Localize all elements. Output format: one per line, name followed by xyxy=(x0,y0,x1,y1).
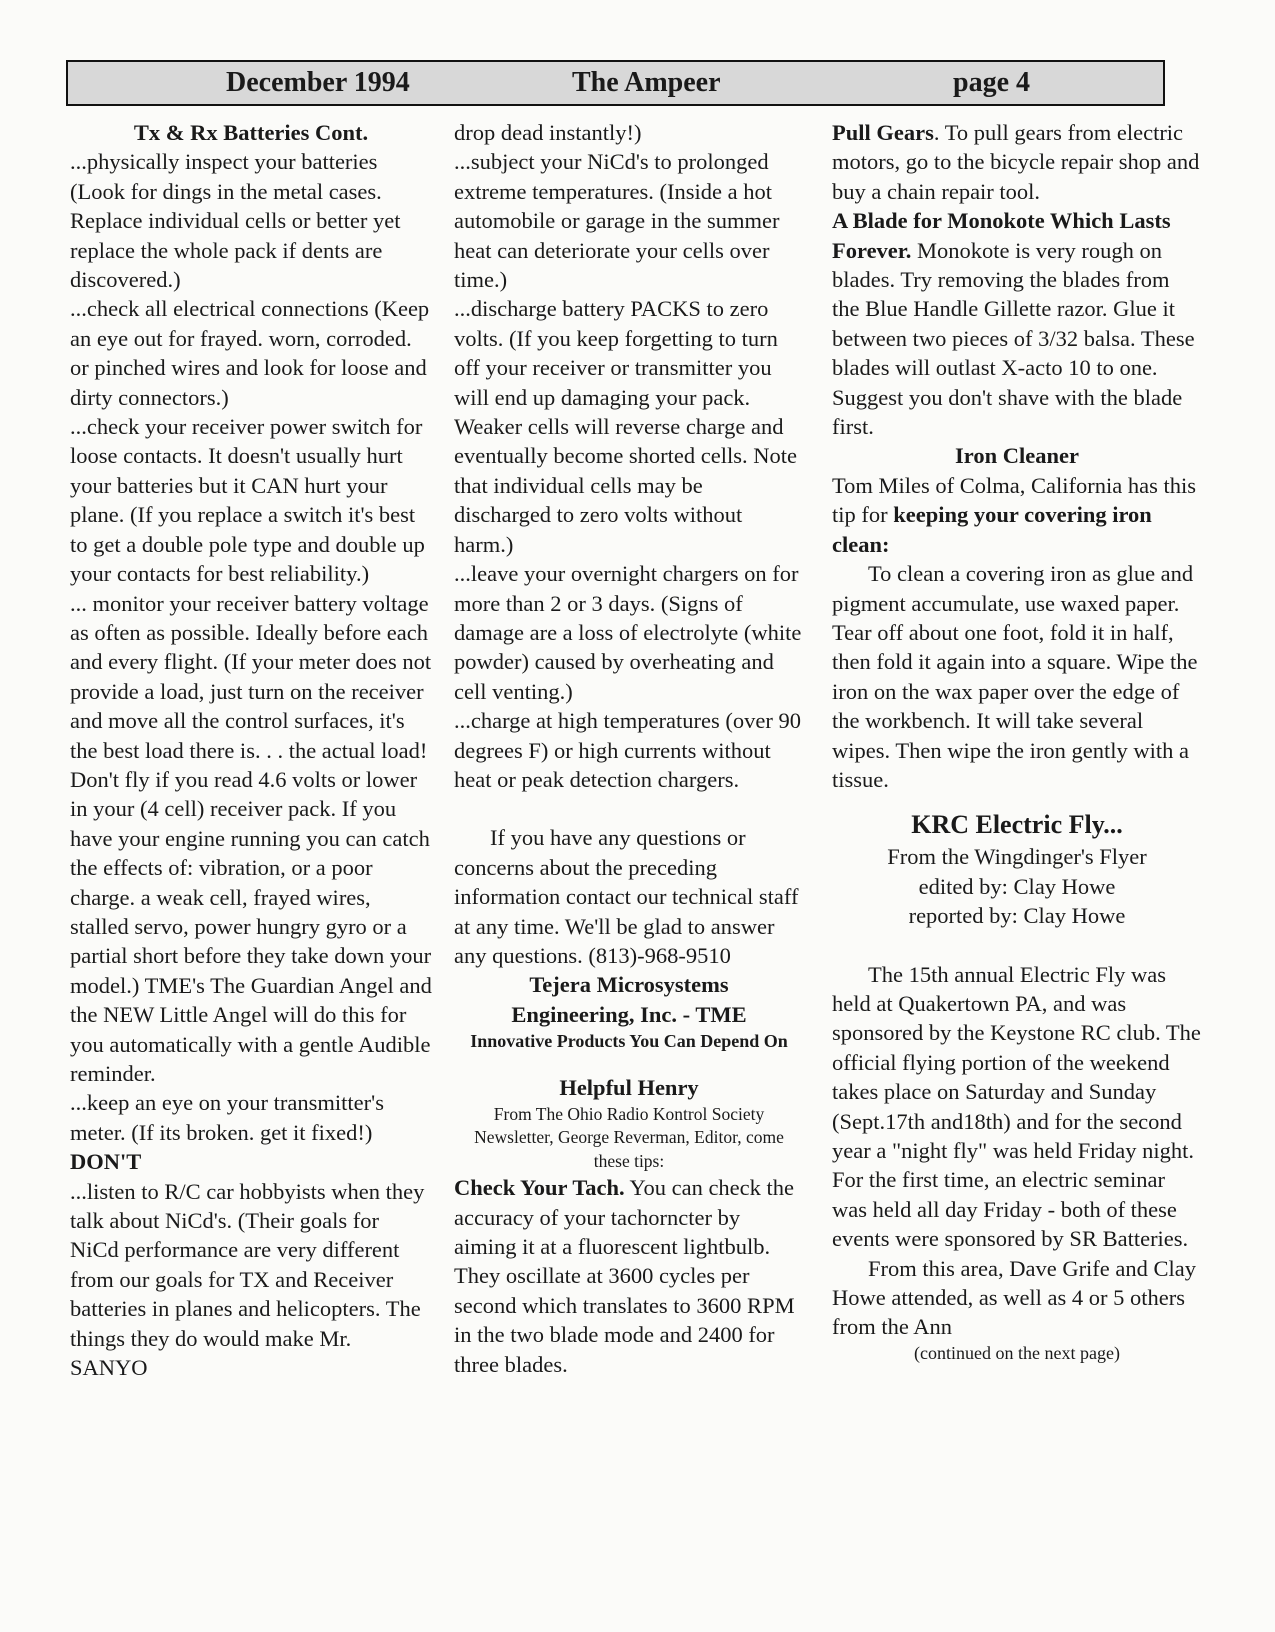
paragraph: ... monitor your receiver battery voltage as often as possible. Ideally before each and every flight. (If your meter does not provide a load, just turn on the receiver and move all the control surfaces, it's the best load there is. . . the actual load! Don't fly if you read 4.6 volts or lower in your (4 cell) receiver pack. If you have your engine running you can catch the effects of: vibration, or a poor charge. a weak cell, frayed wires, stalled servo, power hungry gyro or a partial short before they take down your model.) TME's The Guardian Angel and the NEW Little Angel will do this for you automatically with a gentle Audible reminder. xyxy=(70,590,432,1086)
dont-heading: DON'T xyxy=(70,1149,142,1175)
paragraph-blade xyxy=(832,206,1202,441)
paragraph: ...listen to R/C car hobbyists when they talk about NiCd's. (Their goals for NiCd performance are very different from our goals for TX and Receiver batteries in planes and helicopters. The things they do would make Mr. SANYO xyxy=(70,1178,425,1381)
newsletter-title: The Ampeer xyxy=(572,67,721,98)
company-name: Tejera Microsystems xyxy=(529,972,729,998)
company-slogan: Innovative Products You Can Depend On xyxy=(470,1031,788,1052)
tip-title: A Blade for Monokote Which Lasts Forever. xyxy=(832,208,1171,263)
page-header xyxy=(66,60,1165,106)
tip-title: Pull Gears xyxy=(832,120,934,145)
paragraph-iron-intro xyxy=(832,471,1202,559)
continued-note: (continued on the next page) xyxy=(914,1342,1120,1363)
tip-title: Check Your Tach. xyxy=(454,1175,625,1201)
reporter-credit: reported by: Clay Howe xyxy=(908,903,1126,929)
paragraph: The 15th annual Electric Fly was held at Quakertown PA, and was sponsored by the Keystone RC club. The official flying portion of the weekend takes place on Saturday and Sunday (Sept.17th and18th) and for the second year a "night fly" was held Friday night. For the first time, an electric seminar was held all day Friday - both of these events were sponsored by SR Batteries. xyxy=(832,961,1201,1252)
tip-body: You can check the accuracy of your tachorncter by aiming it at a fluorescent lightbulb. They oscillate at 3600 cycles per second which translates to 3600 RPM in the two blade mode and 2400 for three blades. xyxy=(454,1175,795,1377)
section-heading-iron-cleaner: Iron Cleaner xyxy=(955,443,1079,469)
header-date: December 1994 xyxy=(226,67,410,98)
section-heading-batteries: Tx & Rx Batteries Cont. xyxy=(133,120,369,145)
paragraph: ...discharge battery PACKS to zero volts. (If you keep forgetting to turn off your receiver or transmitter you will end up damaging your pack. Weaker cells will reverse charge and eventually become shorted cells. Note that individual cells may be discharged to zero volts without harm.) xyxy=(454,296,798,557)
paragraph: drop dead instantly!) xyxy=(454,120,642,145)
paragraph: ...physically inspect your batteries (Look for dings in the metal cases. Replace individual cells or better yet replace the whole pack if dents are discovered.) xyxy=(70,149,401,293)
intro-bold: keeping your covering iron clean: xyxy=(832,502,1152,557)
tip-body: Monokote is very rough on blades. Try removing the blades from the Blue Handle Gillette razor. Glue it between two pieces of 3/32 balsa. These blades will outlast X-acto 10 to one. Suggest you don't shave with the blade first. xyxy=(832,237,1195,440)
source-credit: From the Wingdinger's Flyer xyxy=(887,844,1147,870)
source-credit: From The Ohio Radio Kontrol Society Newsletter, George Reverman, Editor, come these tips: xyxy=(474,1103,784,1171)
section-heading-helpful-henry: Helpful Henry xyxy=(559,1075,699,1101)
editor-credit: edited by: Clay Howe xyxy=(918,873,1116,899)
tip-body: . To pull gears from electric motors, go to the bicycle repair shop and buy a chain repair tool. xyxy=(832,120,1200,204)
paragraph: To clean a covering iron as glue and pigment accumulate, use waxed paper. Tear off about one foot, fold it in half, then fold it again into a square. Wipe the iron on the wax paper over the edge of the workbench. It will take several wipes. Then wipe the iron gently with a tissue. xyxy=(832,561,1198,792)
contact-paragraph: If you have any questions or concerns about the preceding information contact our technical staff at any time. We'll be glad to answer any questions. (813)-968-9510 xyxy=(454,825,799,968)
paragraph: From this area, Dave Grife and Clay Howe attended, as well as 4 or 5 others from the Ann xyxy=(832,1255,1197,1340)
paragraph: ...keep an eye on your transmitter's meter. (If its broken. get it fixed!) xyxy=(70,1090,384,1145)
paragraph: ...check your receiver power switch for loose contacts. It doesn't usually hurt your batteries but it CAN hurt your plane. (If you replace a switch it's best to get a double pole type and double up your contacts for best reliability.) xyxy=(70,414,425,587)
column-1 xyxy=(70,118,432,1382)
paragraph-gears xyxy=(832,118,1202,206)
column-2 xyxy=(454,118,804,1379)
column-3 xyxy=(832,118,1202,1364)
paragraph-tach xyxy=(454,1173,804,1379)
paragraph: ...subject your NiCd's to prolonged extreme temperatures. (Inside a hot automobile or garage in the summer heat can deteriorate your cells over time.) xyxy=(454,149,780,293)
intro-text: Tom Miles of Colma, California has this tip for xyxy=(832,472,1197,528)
page-number: page 4 xyxy=(953,67,1030,98)
paragraph: ...check all electrical connections (Keep an eye out for frayed. worn, corroded. or pinched wires and look for loose and dirty connectors.) xyxy=(70,296,430,410)
section-heading-krc: KRC Electric Fly... xyxy=(911,810,1123,840)
company-name-line2: Engineering, Inc. - TME xyxy=(511,1001,747,1027)
paragraph: ...leave your overnight chargers on for more than 2 or 3 days. (Signs of damage are a loss of electrolyte (white powder) caused by overheating and cell venting.) xyxy=(454,561,802,704)
paragraph: ...charge at high temperatures (over 90 degrees F) or high currents without heat or peak detection chargers. xyxy=(454,708,801,792)
